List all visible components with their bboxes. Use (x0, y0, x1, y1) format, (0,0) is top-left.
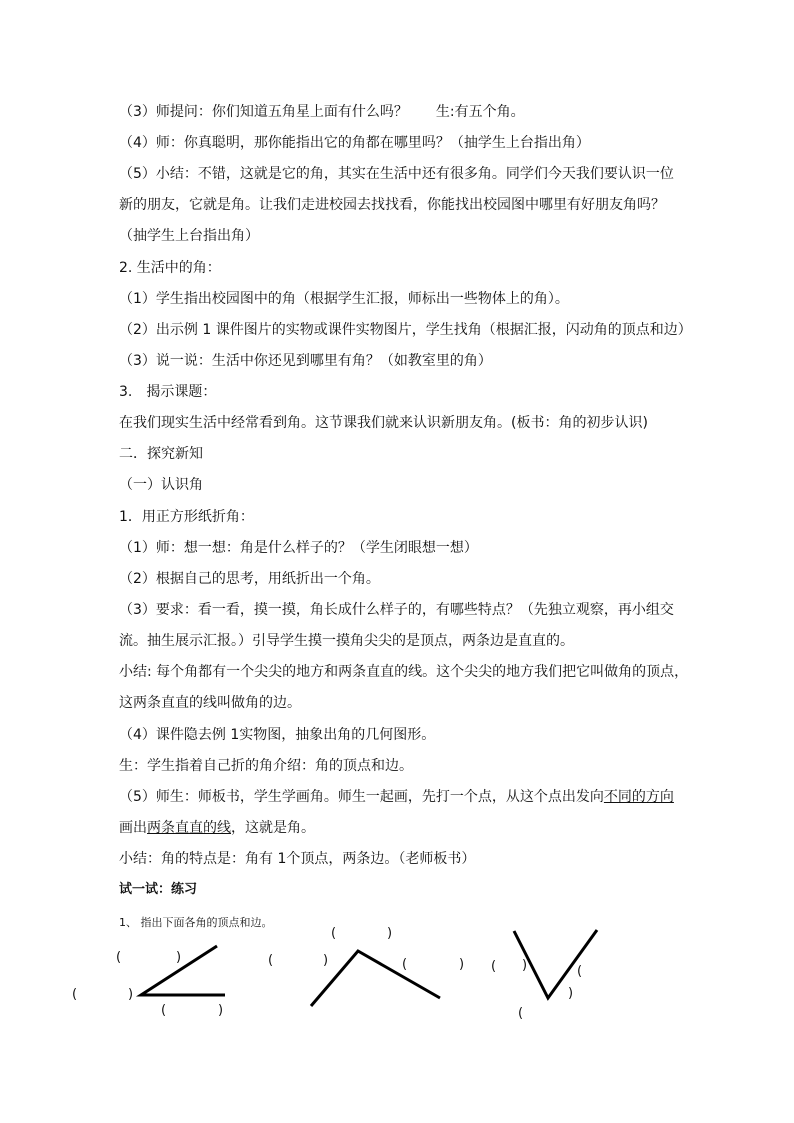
text-line: 生：学生指着自己折的角介绍：角的顶点和边。 (119, 758, 413, 774)
angle-figure-2 (311, 951, 440, 1006)
answer-open-paren: ( (268, 953, 274, 968)
answer-open-paren: ( (116, 950, 122, 965)
answer-close-paren: ) (128, 987, 134, 1002)
angle-figure-1 (141, 946, 225, 995)
section-heading: 2. 生活中的角： (119, 260, 221, 276)
text-line: （1）学生指出校园图中的角（根据学生汇报，师标出一些物体上的角）。 (119, 291, 569, 307)
section-heading: 1．用正方形纸折角： (119, 509, 254, 525)
answer-open-paren: ( (161, 1003, 167, 1018)
text-segment: ，这就是角。 (231, 820, 315, 836)
text-line: （抽学生上台指出角） (119, 228, 259, 244)
answer-close-paren: ) (568, 986, 574, 1001)
text-line: 流。抽生展示汇报。）引导学生摸一摸角尖尖的是顶点，两条边是直直的。 (119, 633, 574, 649)
underlined-phrase: 不同的方向 (603, 789, 674, 805)
answer-open-paren: ( (72, 987, 78, 1002)
text-line: （3）师提问：你们知道五角星上面有什么吗？ 生:有五个角。 (119, 104, 525, 120)
answer-close-paren: ) (323, 953, 329, 968)
text-line: （5）小结：不错，这就是它的角，其实在生活中还有很多角。同学们今天我们要认识一位 (119, 166, 674, 182)
answer-close-paren: ) (387, 926, 393, 941)
practice-heading: 试一试：练习 (119, 882, 198, 897)
section-heading: （一）认识角 (119, 477, 203, 493)
text-line: （3）说一说：生活中你还见到哪里有角？（如教室里的角） (119, 353, 492, 369)
answer-close-paren: ) (522, 958, 528, 973)
text-line: （4）课件隐去例 1实物图，抽象出角的几何图形。 (119, 727, 436, 743)
underlined-phrase: 两条直直的线 (147, 820, 231, 836)
answer-open-paren: ( (577, 964, 583, 979)
text-line: 小结: 每个角都有一个尖尖的地方和两条直直的线。这个尖尖的地方我们把它叫做角的顶点， (119, 664, 689, 680)
text-line: （2）根据自己的思考，用纸折出一个角。 (119, 571, 380, 587)
text-segment: 画出 (119, 820, 147, 836)
answer-close-paren: ) (176, 950, 182, 965)
text-line: （2）出示例 1 课件图片的实物或课件实物图片，学生找角（根据汇报，闪动角的顶点和边） (119, 322, 692, 338)
section-heading: 二．探究新知 (119, 446, 203, 462)
exercise-prompt: 1、 指出下面各角的顶点和边。 (119, 916, 273, 929)
answer-close-paren: ) (218, 1003, 224, 1018)
answer-open-paren: ( (331, 926, 337, 941)
text-line: 这两条直直的线叫做角的边。 (119, 695, 301, 711)
text-line: 新的朋友，它就是角。让我们走进校园去找找看，你能找出校园图中哪里有好朋友角吗？ (119, 197, 665, 213)
text-line: （3）要求：看一看，摸一摸，角长成什么样子的，有哪些特点？（先独立观察，再小组交 (119, 602, 674, 618)
answer-open-paren: ( (402, 957, 408, 972)
text-segment: （5）师生：师板书，学生学画角。师生一起画，先打一个点，从这个点出发向 (119, 789, 604, 805)
answer-open-paren: ( (491, 959, 497, 974)
summary-line: 小结：角的特点是：角有 1个顶点，两条边。（老师板书） (119, 851, 476, 867)
text-line: （1）师：想一想：角是什么样子的？（学生闭眼想一想） (119, 540, 478, 556)
text-line: 在我们现实生活中经常看到角。这节课我们就来认识新朋友角。(板书：角的初步认识) (119, 415, 648, 431)
answer-close-paren: ) (459, 957, 465, 972)
text-line: （4）师：你真聪明，那你能指出它的角都在哪里吗？（抽学生上台指出角） (119, 135, 590, 151)
answer-open-paren: ( (518, 1006, 524, 1021)
section-heading: 3. 揭示课题： (119, 384, 217, 400)
